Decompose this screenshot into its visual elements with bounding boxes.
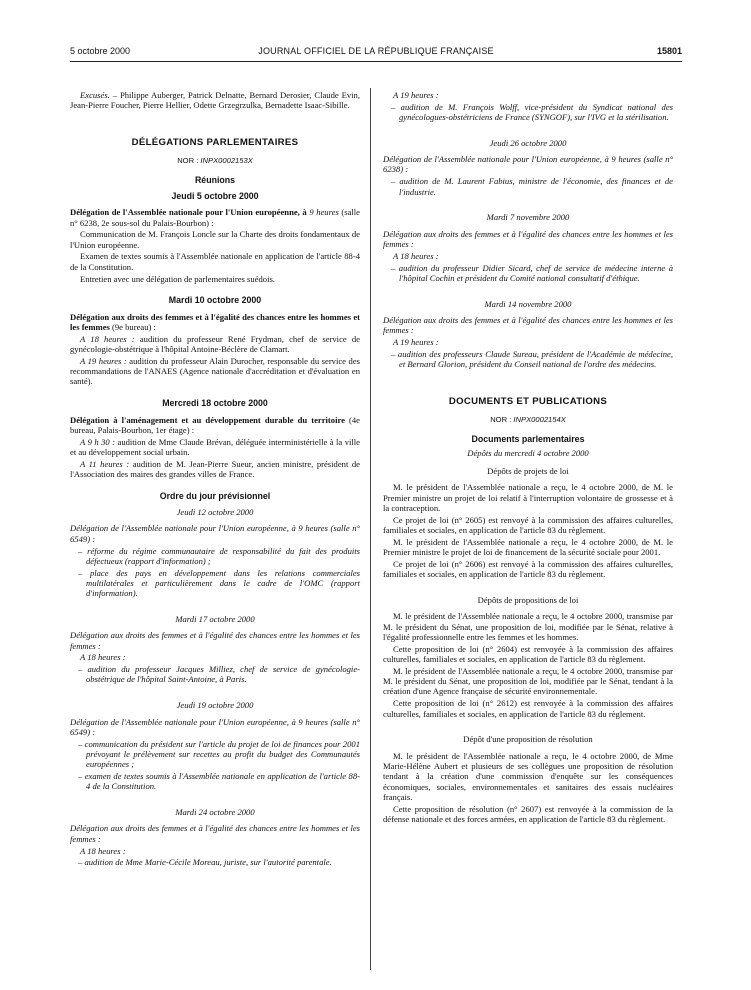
header-rule bbox=[70, 61, 682, 62]
nor-label: NOR : bbox=[177, 156, 201, 166]
paragraph-text: audition du professeur René Frydman, chef de service de gynécologie-obstétrique à l'hôpital Antoine-Béclère de Clamart. bbox=[70, 333, 360, 355]
time-label: A 11 heures : bbox=[80, 458, 130, 469]
header-journal-title: JOURNAL OFFICIEL DE LA RÉPUBLIQUE FRANÇAISE bbox=[258, 46, 494, 56]
paragraph bbox=[70, 334, 360, 355]
delegation-femmes-heading bbox=[70, 312, 360, 333]
agenda-heading: Délégation aux droits des femmes et à l'égalité des chances entre les hommes et les femmes : bbox=[70, 823, 360, 844]
right-column bbox=[383, 90, 673, 826]
agenda-item: – audition de Mme Marie-Cécile Moreau, juriste, sur l'autorité parentale. bbox=[78, 857, 332, 868]
delegation-name: Délégation aux droits des femmes et à l'égalité des chances entre les hommes et les femmes bbox=[70, 311, 360, 332]
delegation-time: 9 heures bbox=[309, 207, 339, 218]
excuses-label: Excusés. bbox=[80, 90, 110, 100]
agenda-heading: Délégation aux droits des femmes et à l'égalité des chances entre les hommes et les femmes : bbox=[383, 228, 673, 249]
date-mardi-17: Mardi 17 octobre 2000 bbox=[175, 613, 255, 624]
agenda-time: A 18 heures : bbox=[393, 250, 439, 261]
documents-title: DOCUMENTS ET PUBLICATIONS bbox=[448, 395, 608, 407]
date-mardi-14: Mardi 14 novembre 2000 bbox=[484, 298, 572, 309]
agenda-item: – examen de textes soumis à l'Assemblée nationale en application de l'article 88-4 de la Constitution. bbox=[78, 771, 360, 792]
date-jeudi-5: Jeudi 5 octobre 2000 bbox=[171, 190, 259, 201]
agenda-item: – audition de M. François Wolff, vice-président du Syndicat national des gynécologues-obstétriciens de France (SYNGOF), sur l'IVG et la stérilisation. bbox=[391, 101, 673, 123]
paragraph: Cette proposition de loi (n° 2604) est renvoyée à la commission des affaires culturelles, familiales et sociales, en application de l'article 83 du règlement. bbox=[383, 643, 673, 665]
left-column bbox=[70, 90, 360, 869]
paragraph-text: audition de M. Jean-Pierre Sueur, ancien ministre, président de l'Association des maires des grandes villes de France. bbox=[70, 458, 360, 480]
paragraph: Ce projet de loi (n° 2605) est renvoyé à la commission des affaires culturelles, familiales et sociales, en application de l'article 83 du règlement. bbox=[383, 514, 673, 536]
delegation-territoire-heading bbox=[70, 415, 360, 436]
resolution-title: Dépôt d'une proposition de résolution bbox=[463, 734, 593, 745]
date-mardi-10: Mardi 10 octobre 2000 bbox=[168, 295, 262, 306]
paragraph: M. le président de l'Assemblée nationale a reçu, le 4 octobre 2000, de M. le Premier ministre le projet de loi de financement de la sécurité sociale pour 2001. bbox=[383, 536, 673, 558]
nor-line-1 bbox=[70, 156, 360, 166]
header-page-number: 15801 bbox=[656, 46, 682, 56]
paragraph: Entretien avec une délégation de parlementaires suédois. bbox=[80, 273, 275, 284]
paragraph: Ce projet de loi (n° 2606) est renvoyé à la commission des affaires culturelles, familiales et sociales, en application de l'article 83 du règlement. bbox=[383, 559, 673, 580]
agenda-item: – communication du président sur l'article du projet de loi de finances pour 2001 prévoyant le prélèvement sur recettes au profit du budget des Communautés européennes ; bbox=[78, 738, 360, 770]
agenda-heading: Délégation de l'Assemblée nationale pour l'Union européenne, à 9 heures (salle n° 6549) : bbox=[70, 716, 360, 737]
delegation-location: (9e bureau) : bbox=[109, 321, 156, 332]
nor-label: NOR : bbox=[490, 415, 514, 425]
agenda-item: – audition du professeur Jacques Milliez, chef de service de gynécologie-obstétrique de l'hôpital Saint-Antoine, à Paris. bbox=[78, 664, 360, 685]
delegation-location: (salle n° 6238, 2e sous-sol du Palais-Bourbon) : bbox=[70, 207, 360, 228]
agenda-time: A 18 heures : bbox=[80, 845, 126, 856]
time-label: A 19 heures : bbox=[80, 355, 127, 366]
agenda-item: – audition de M. Laurent Fabius, ministre de l'économie, des finances et de l'industrie. bbox=[391, 176, 673, 197]
nor-line-2 bbox=[383, 415, 673, 425]
reunions-title: Réunions bbox=[194, 174, 236, 185]
ordre-du-jour-title: Ordre du jour prévisionnel bbox=[159, 490, 271, 501]
date-jeudi-19: Jeudi 19 octobre 2000 bbox=[176, 700, 254, 711]
agenda-heading: Délégation de l'Assemblée nationale pour l'Union européenne, à 9 heures (salle n° 6549) : bbox=[70, 523, 360, 544]
nor-code: INPX0002154X bbox=[513, 415, 566, 425]
paragraph bbox=[70, 459, 360, 480]
agenda-item: – audition du professeur Didier Sicard, chef de service de médecine interne à l'hôpital Cochin et président du Comité national consultatif d'éthique. bbox=[391, 262, 673, 283]
paragraph: Cette proposition de loi (n° 2612) est renvoyée à la commission des affaires culturelles, familiales et sociales, en application de l'article 83 du règlement. bbox=[383, 698, 673, 719]
projets-title: Dépôts de projets de loi bbox=[487, 466, 569, 477]
delegation-name: Délégation à l'aménagement et au développement durable du territoire bbox=[70, 414, 345, 425]
header-date: 5 octobre 2000 bbox=[70, 46, 131, 56]
agenda-heading: Délégation de l'Assemblée nationale pour l'Union européenne, à 9 heures (salle n° 6238) : bbox=[383, 154, 673, 175]
agenda-time: A 19 heures : bbox=[393, 90, 439, 100]
paragraph: Examen de textes soumis à l'Assemblée nationale en application de l'article 88-4 de la Constitution. bbox=[70, 251, 360, 272]
page-header bbox=[70, 46, 682, 60]
date-mercredi-18: Mercredi 18 octobre 2000 bbox=[162, 398, 268, 409]
agenda-heading: Délégation aux droits des femmes et à l'égalité des chances entre les hommes et les femmes : bbox=[70, 630, 360, 651]
depots-date: Dépôts du mercredi 4 octobre 2000 bbox=[467, 447, 589, 458]
delegation-ue-heading bbox=[70, 207, 360, 228]
agenda-time: A 18 heures : bbox=[80, 652, 126, 663]
paragraph bbox=[70, 356, 360, 387]
column-separator bbox=[370, 88, 371, 970]
paragraph bbox=[70, 437, 360, 458]
excuses-paragraph bbox=[70, 90, 360, 111]
paragraph: Cette proposition de résolution (n° 2607) est renvoyée à la commission de la défense nationale et des forces armées, en application de l'article 83 du règlement. bbox=[383, 803, 673, 824]
excuses-text: – Philippe Auberger, Patrick Delnatte, Bernard Derosier, Claude Evin, Jean-Pierre Foucher, Pierre Hellier, Odette Grzegrzulka, Bernadette Isaac-Sibille. bbox=[70, 90, 360, 111]
documents-subtitle: Documents parlementaires bbox=[471, 433, 585, 444]
delegations-title: DÉLÉGATIONS PARLEMENTAIRES bbox=[131, 137, 299, 149]
agenda-item: – audition des professeurs Claude Sureau, président de l'Académie de médecine, et Bernard Glorion, président du Conseil national de l'ordre des médecins. bbox=[391, 348, 673, 370]
nor-code: INPX0002153X bbox=[200, 156, 253, 166]
paragraph: M. le président de l'Assemblée nationale a reçu, le 4 octobre 2000, de M. le Premier ministre un projet de loi relatif à l'interruption volontaire de grossesse et à la contraception. bbox=[383, 482, 673, 514]
paragraph: M. le président de l'Assemblée nationale a reçu, le 4 octobre 2000, de Mme Marie-Hélène Aubert et plusieurs de ses collègues une proposition de résolution tendant à la création d'une commission d'enquête sur les conséquences économiques, sociales, environnementales et sanitaires des essais nucléaires français. bbox=[383, 750, 673, 802]
agenda-time: A 19 heures : bbox=[393, 337, 439, 348]
date-mardi-7: Mardi 7 novembre 2000 bbox=[486, 212, 570, 223]
paragraph-text: audition de Mme Claude Brévan, déléguée interministérielle à la ville et au développement social urbain. bbox=[70, 436, 360, 457]
paragraph-text: audition du professeur Alain Durocher, responsable du service des recommandations de l'ANAES (Agence nationale d'accréditation et d'évaluation en santé). bbox=[70, 355, 360, 387]
time-label: A 9 h 30 : bbox=[80, 436, 116, 447]
time-label: A 18 heures : bbox=[80, 333, 135, 344]
delegation-location: (4e bureau, Palais-Bourbon, 1er étage) : bbox=[70, 414, 361, 435]
delegation-name: Délégation de l'Assemblée nationale pour l'Union européenne, à bbox=[70, 207, 310, 218]
agenda-item: – réforme du régime communautaire de responsabilité du fait des produits défectueux (rapport d'information) ; bbox=[78, 545, 360, 566]
date-mardi-24: Mardi 24 octobre 2000 bbox=[175, 807, 255, 818]
date-jeudi-12: Jeudi 12 octobre 2000 bbox=[176, 507, 254, 518]
paragraph: M. le président de l'Assemblée nationale a reçu, le 4 octobre 2000, transmise par M. le président du Sénat, une proposition de loi, modifiée par le Sénat, tendant à la création d'une Agence française de sécurité environnementale. bbox=[383, 665, 673, 697]
paragraph: M. le président de l'Assemblée nationale a reçu, le 4 octobre 2000, transmise par M. le président du Sénat, une proposition de loi, modifiée par le Sénat, relative à l'égalité professionnelle entre les femmes et les hommes. bbox=[383, 611, 673, 642]
agenda-item: – place des pays en développement dans les relations commerciales multilatérales et particulièrement dans le cadre de l'OMC (rapport d'information). bbox=[78, 567, 360, 599]
paragraph: Communication de M. François Loncle sur la Charte des droits fondamentaux de l'Union européenne. bbox=[70, 229, 360, 250]
agenda-heading: Délégation aux droits des femmes et à l'égalité des chances entre les hommes et les femmes : bbox=[383, 314, 673, 336]
date-jeudi-26: Jeudi 26 octobre 2000 bbox=[489, 137, 567, 148]
propositions-title: Dépôts de propositions de loi bbox=[477, 595, 579, 606]
